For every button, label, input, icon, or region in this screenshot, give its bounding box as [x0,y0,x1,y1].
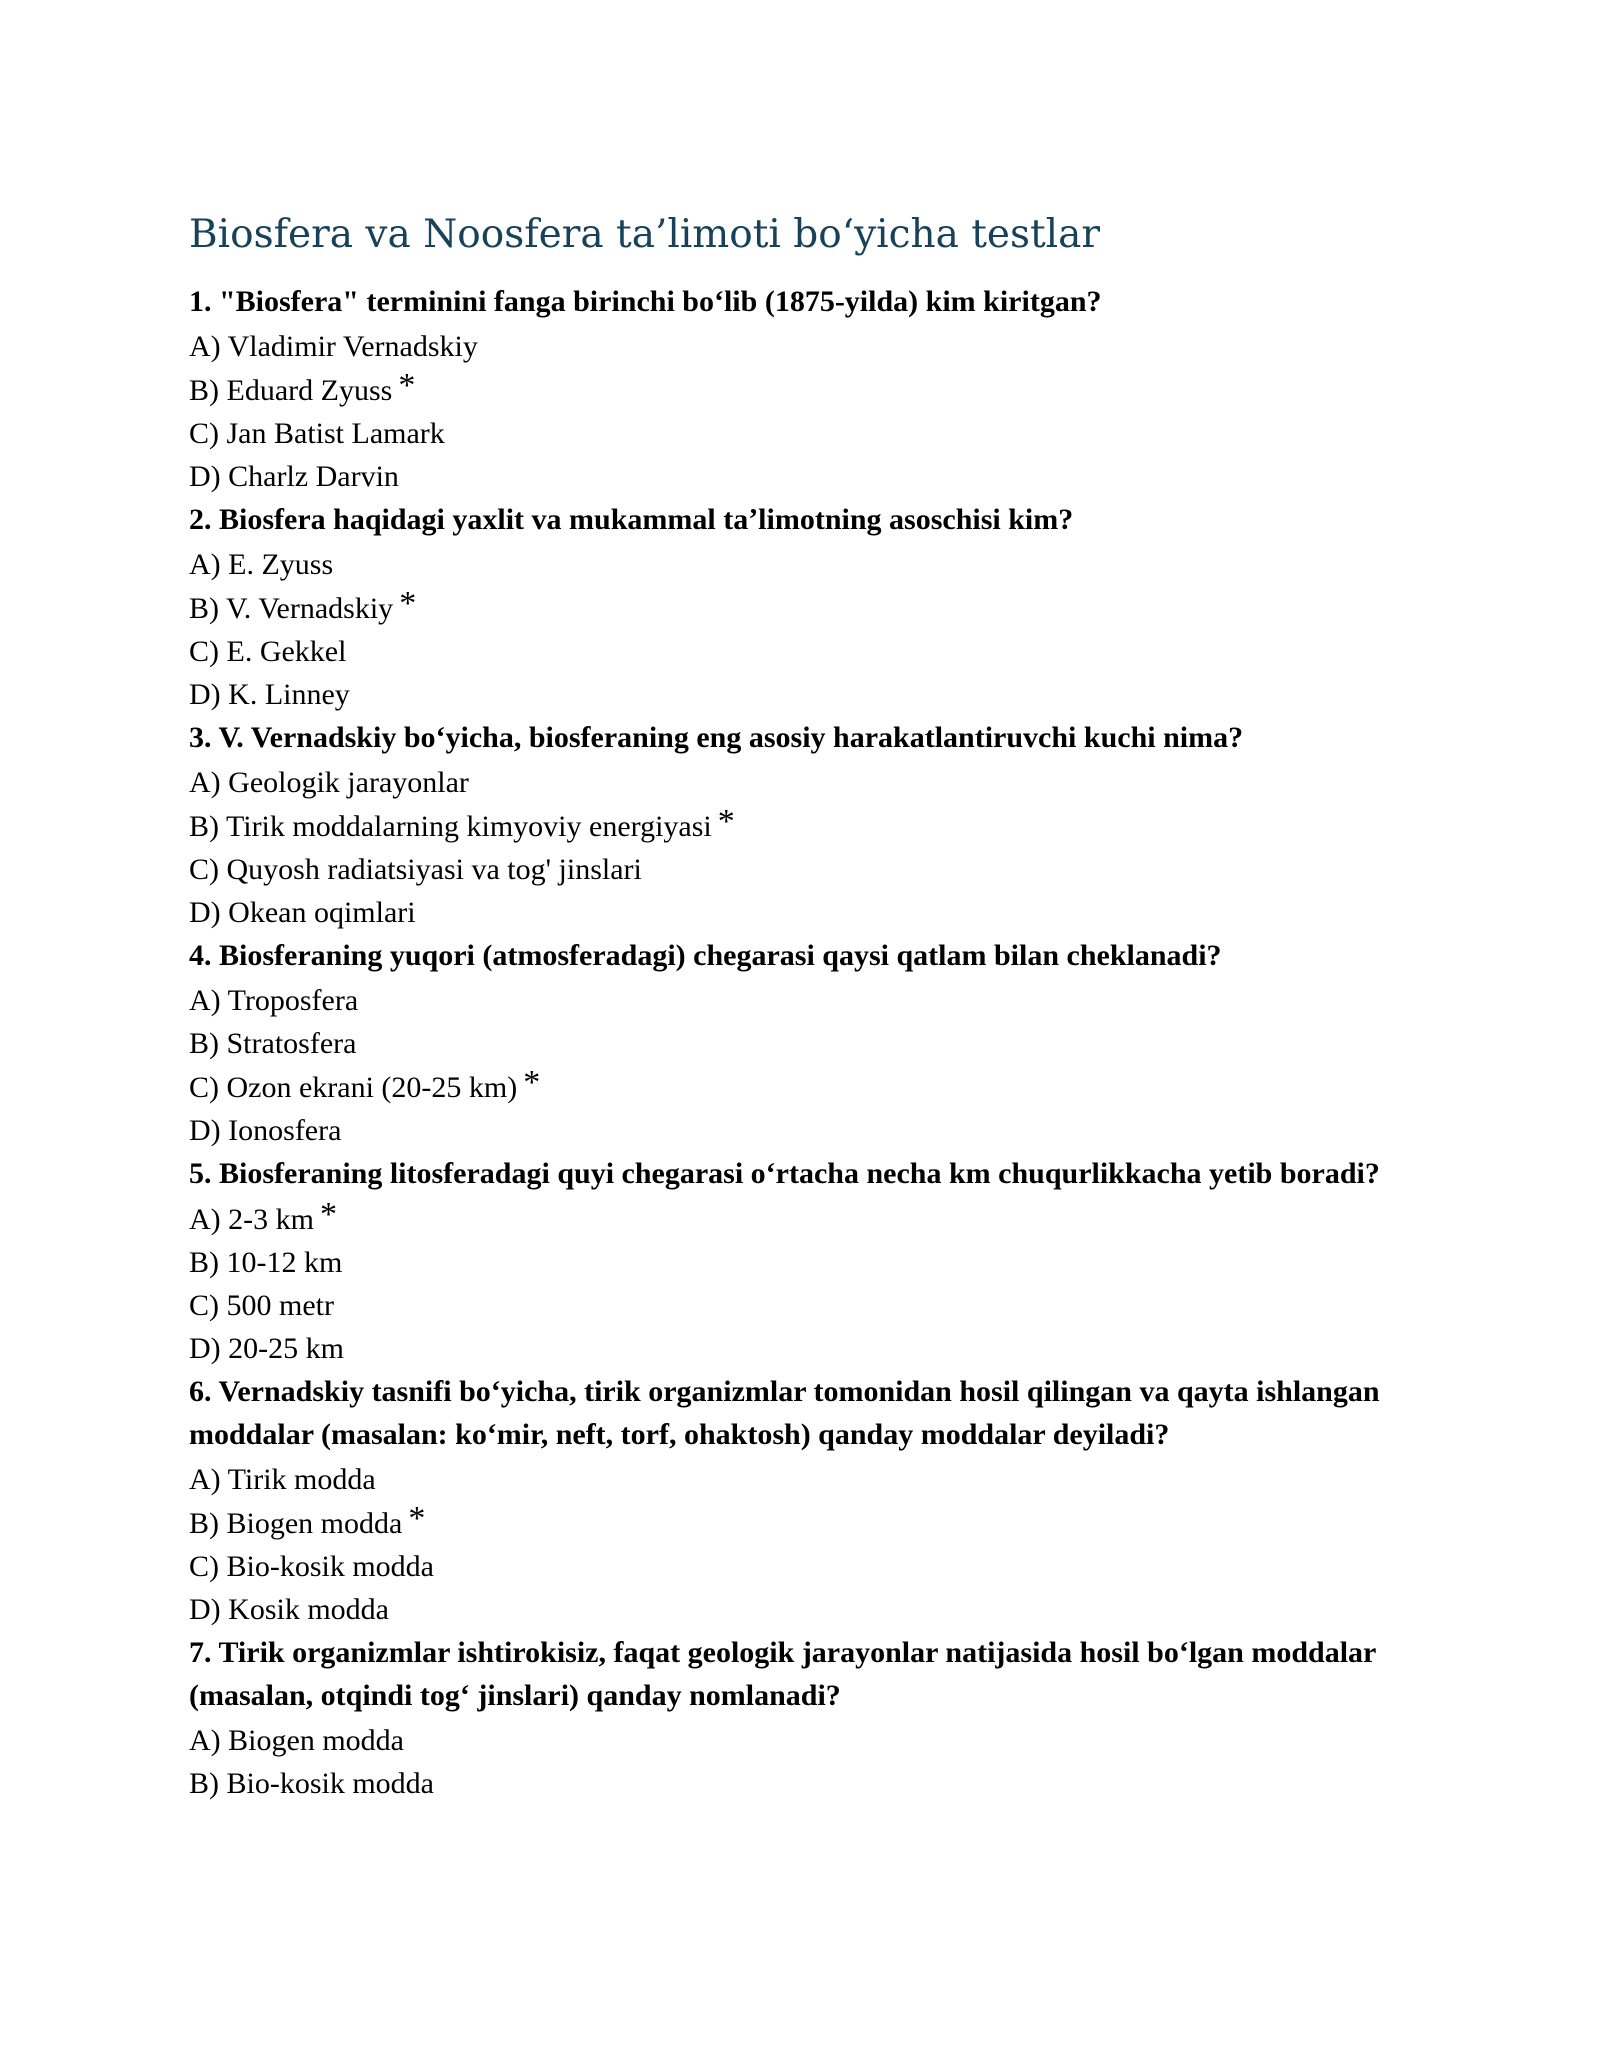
answer-option-text: B) Stratosfera [189,1027,357,1060]
answer-option-text: A) Tirik modda [189,1463,376,1496]
answer-option [189,848,1419,891]
answer-option [189,673,1419,716]
question-3 [189,716,1419,934]
answer-option-text: C) 500 metr [189,1289,334,1322]
answer-option [189,543,1419,586]
answer-option-text: B) Bio-kosik modda [189,1767,434,1800]
answer-option-text: A) E. Zyuss [189,548,334,581]
answer-option [189,455,1419,498]
answer-option [189,1022,1419,1065]
answer-option [189,1458,1419,1501]
question-text: 7. Tirik organizmlar ishtirokisiz, faqat geologik jarayonlar natijasida hosil boʻlgan moddalar (masalan, otqindi togʻ jinslari) qanday nomlanadi? [189,1636,1376,1712]
question-text: 4. Biosferaning yuqori (atmosferadagi) chegarasi qaysi qatlam bilan cheklanadi? [189,939,1222,972]
answer-option [189,1109,1419,1152]
answer-option [189,1501,1419,1545]
answer-option-text: B) Tirik moddalarning kimyoviy energiyasi [189,810,712,843]
answer-option [189,1588,1419,1631]
question-1 [189,280,1419,498]
answer-option-text: D) Kosik modda [189,1593,389,1626]
question-2 [189,498,1419,716]
question-6 [189,1370,1419,1631]
correct-answer-mark: * [717,803,735,840]
answer-option [189,630,1419,673]
answer-option-text: D) K. Linney [189,678,350,711]
document-title: Biosfera va Noosfera ta’limoti bo‘yicha testlar [189,212,1101,257]
correct-answer-mark: * [408,1500,426,1537]
answer-option [189,368,1419,412]
question-5 [189,1152,1419,1370]
answer-option [189,979,1419,1022]
answer-option-text: C) Quyosh radiatsiyasi va tog' jinslari [189,853,642,886]
question-text: 3. V. Vernadskiy boʻyicha, biosferaning eng asosiy harakatlantiruvchi kuchi nima? [189,721,1244,754]
answer-option [189,1762,1419,1805]
answer-option-text: B) Biogen modda [189,1507,403,1540]
answer-option [189,1327,1419,1370]
question-7 [189,1631,1419,1805]
answer-option [189,1545,1419,1588]
answer-option-text: A) Vladimir Vernadskiy [189,330,478,363]
answer-option [189,586,1419,630]
answer-option [189,325,1419,368]
answer-option-text: A) Troposfera [189,984,359,1017]
answer-option-text: A) Geologik jarayonlar [189,766,469,799]
answer-option-text: D) Ionosfera [189,1114,342,1147]
document-page [189,206,1419,1805]
answer-option [189,1241,1419,1284]
correct-answer-mark: * [399,585,417,622]
answer-option [189,412,1419,455]
answer-option-text: A) 2-3 km [189,1203,314,1236]
questions-list [189,280,1419,1805]
correct-answer-mark: * [523,1064,541,1101]
answer-option-text: B) 10-12 km [189,1246,343,1279]
answer-option-text: C) E. Gekkel [189,635,347,668]
answer-option-text: B) V. Vernadskiy [189,592,394,625]
question-text: 2. Biosfera haqidagi yaxlit va mukammal taʼlimotning asoschisi kim? [189,503,1074,536]
answer-option-text: C) Jan Batist Lamark [189,417,445,450]
correct-answer-mark: * [319,1196,337,1233]
answer-option-text: B) Eduard Zyuss [189,374,393,407]
question-text: 1. "Biosfera" terminini fanga birinchi boʻlib (1875-yilda) kim kiritgan? [189,285,1102,318]
answer-option [189,804,1419,848]
answer-option [189,1284,1419,1327]
answer-option-text: D) Okean oqimlari [189,896,416,929]
answer-option [189,1065,1419,1109]
answer-option-text: A) Biogen modda [189,1724,404,1757]
correct-answer-mark: * [398,367,416,404]
answer-option-text: D) Charlz Darvin [189,460,399,493]
answer-option-text: C) Bio-kosik modda [189,1550,434,1583]
question-4 [189,934,1419,1152]
question-text: 6. Vernadskiy tasnifi boʻyicha, tirik organizmlar tomonidan hosil qilingan va qayta ishlangan moddalar (masalan: koʻmir, neft, torf, ohaktosh) qanday moddalar deyiladi? [189,1375,1380,1451]
answer-option [189,891,1419,934]
answer-option [189,761,1419,804]
answer-option-text: C) Ozon ekrani (20-25 km) [189,1071,518,1104]
question-text: 5. Biosferaning litosferadagi quyi chegarasi oʻrtacha necha km chuqurlikkacha yetib boradi? [189,1157,1380,1190]
answer-option [189,1197,1419,1241]
answer-option-text: D) 20-25 km [189,1332,344,1365]
answer-option [189,1719,1419,1762]
